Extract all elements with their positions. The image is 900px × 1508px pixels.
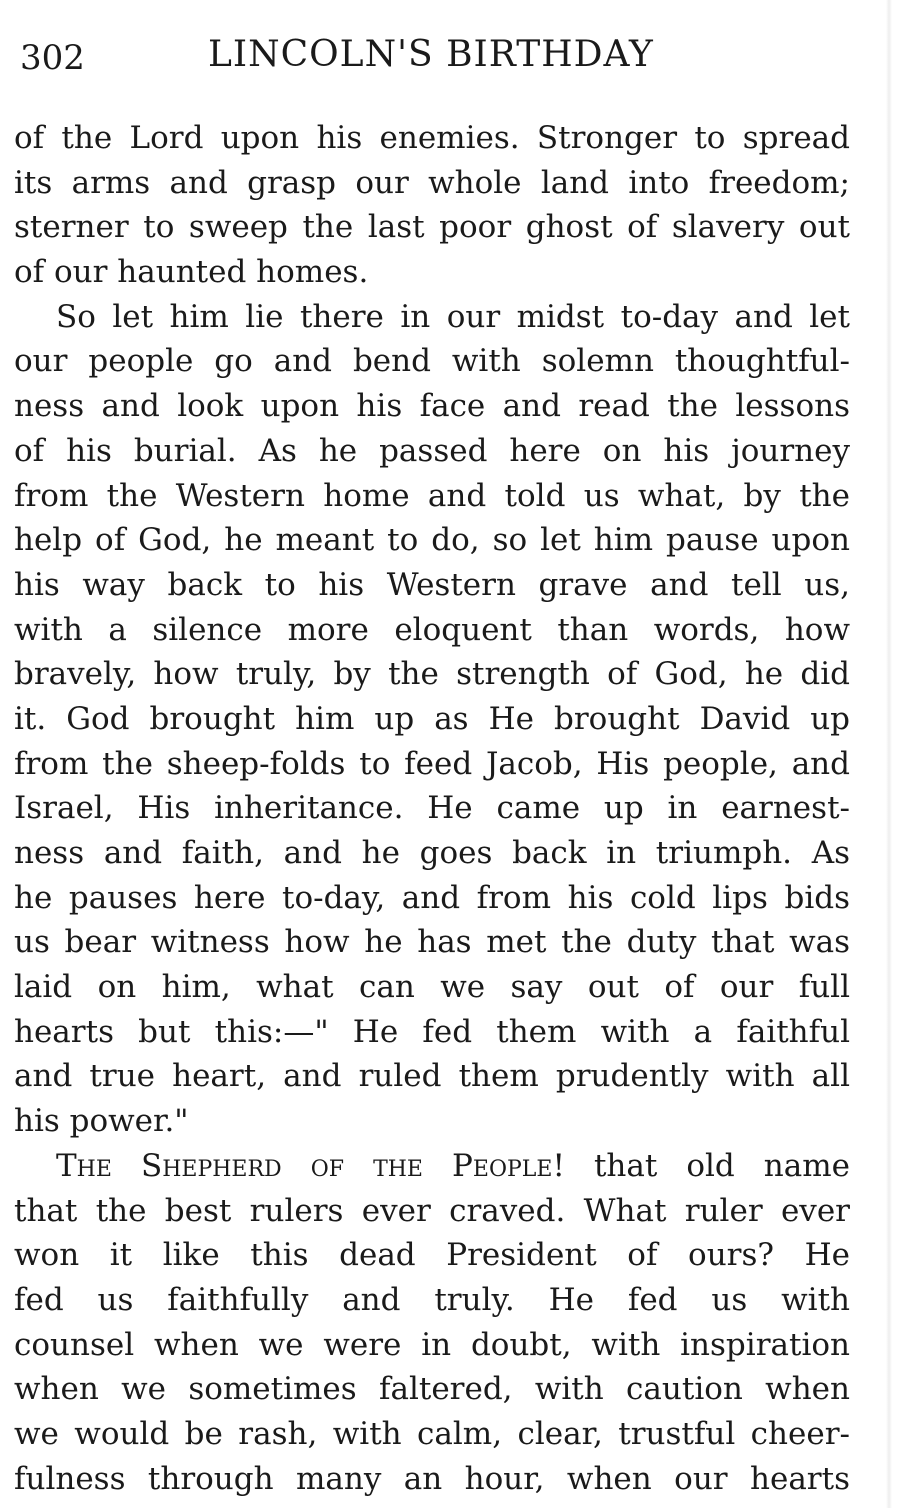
smallcaps-lead: The Shepherd of the People: [56, 1147, 553, 1184]
page-edge-shadow: [886, 0, 892, 1508]
text-line: he pauses here to-day, and from his cold lips bids: [14, 879, 850, 916]
text-line: of his burial. As he passed here on his journey: [14, 432, 850, 469]
text-line: fed us faithfully and truly. He fed us with: [14, 1281, 850, 1318]
text-line: So let him lie there in our midst to-day and let: [56, 298, 850, 335]
body-text: [14, 116, 850, 1501]
text-line: his way back to his Western grave and tell us,: [14, 566, 850, 603]
text-line: from the Western home and told us what, by the: [14, 477, 850, 514]
text-line: fulness through many an hour, when our hearts: [14, 1460, 850, 1497]
text-line: ness and faith, and he goes back in triumph. As: [14, 835, 850, 871]
text-line: sterner to sweep the last poor ghost of slavery out: [14, 209, 850, 246]
paragraph-3: [14, 1144, 850, 1502]
text-line: and true heart, and ruled them prudently with all: [14, 1058, 850, 1095]
text-line: hearts but this:—" He fed them with a faithful: [14, 1013, 850, 1050]
text-line: when we sometimes faltered, with caution when: [14, 1371, 850, 1408]
text-line: of the Lord upon his enemies. Stronger to spread: [14, 120, 850, 156]
text-line: it. God brought him up as He brought David up: [14, 700, 850, 737]
text-line: bravely, how truly, by the strength of God, he did: [14, 656, 850, 693]
text-line: won it like this dead President of ours? He: [14, 1237, 850, 1274]
text-line: that the best rulers ever craved. What ruler ever: [14, 1192, 850, 1229]
text-line: of our haunted homes.: [14, 254, 369, 291]
text-line: with a silence more eloquent than words, how: [14, 611, 850, 648]
running-head: LINCOLN'S BIRTHDAY: [208, 34, 654, 75]
text-line: counsel when we were in doubt, with inspiration: [14, 1326, 850, 1363]
text-line: our people go and bend with solemn thoughtful-: [14, 343, 850, 380]
text-line: its arms and grasp our whole land into freedom;: [14, 164, 850, 201]
text-line-first: [14, 1144, 850, 1189]
text-line: ness and look upon his face and read the lessons: [14, 388, 850, 425]
text-line: laid on him, what can we say out of our full: [14, 969, 850, 1006]
paragraph-1: [14, 116, 850, 295]
page-header: [20, 28, 720, 88]
page-number: 302: [20, 38, 85, 78]
paragraph-2: [14, 295, 850, 1144]
text-line: we would be rash, with calm, clear, trustful cheer-: [14, 1415, 850, 1452]
text-line: help of God, he meant to do, so let him pause upon: [14, 522, 850, 559]
text-line: his power.": [14, 1103, 189, 1140]
text-line: from the sheep-folds to feed Jacob, His people, and: [14, 745, 850, 782]
first-line-rest: ! that old name: [552, 1147, 850, 1184]
text-line: us bear witness how he has met the duty that was: [14, 924, 850, 961]
text-line: Israel, His inheritance. He came up in earnest-: [14, 790, 850, 827]
